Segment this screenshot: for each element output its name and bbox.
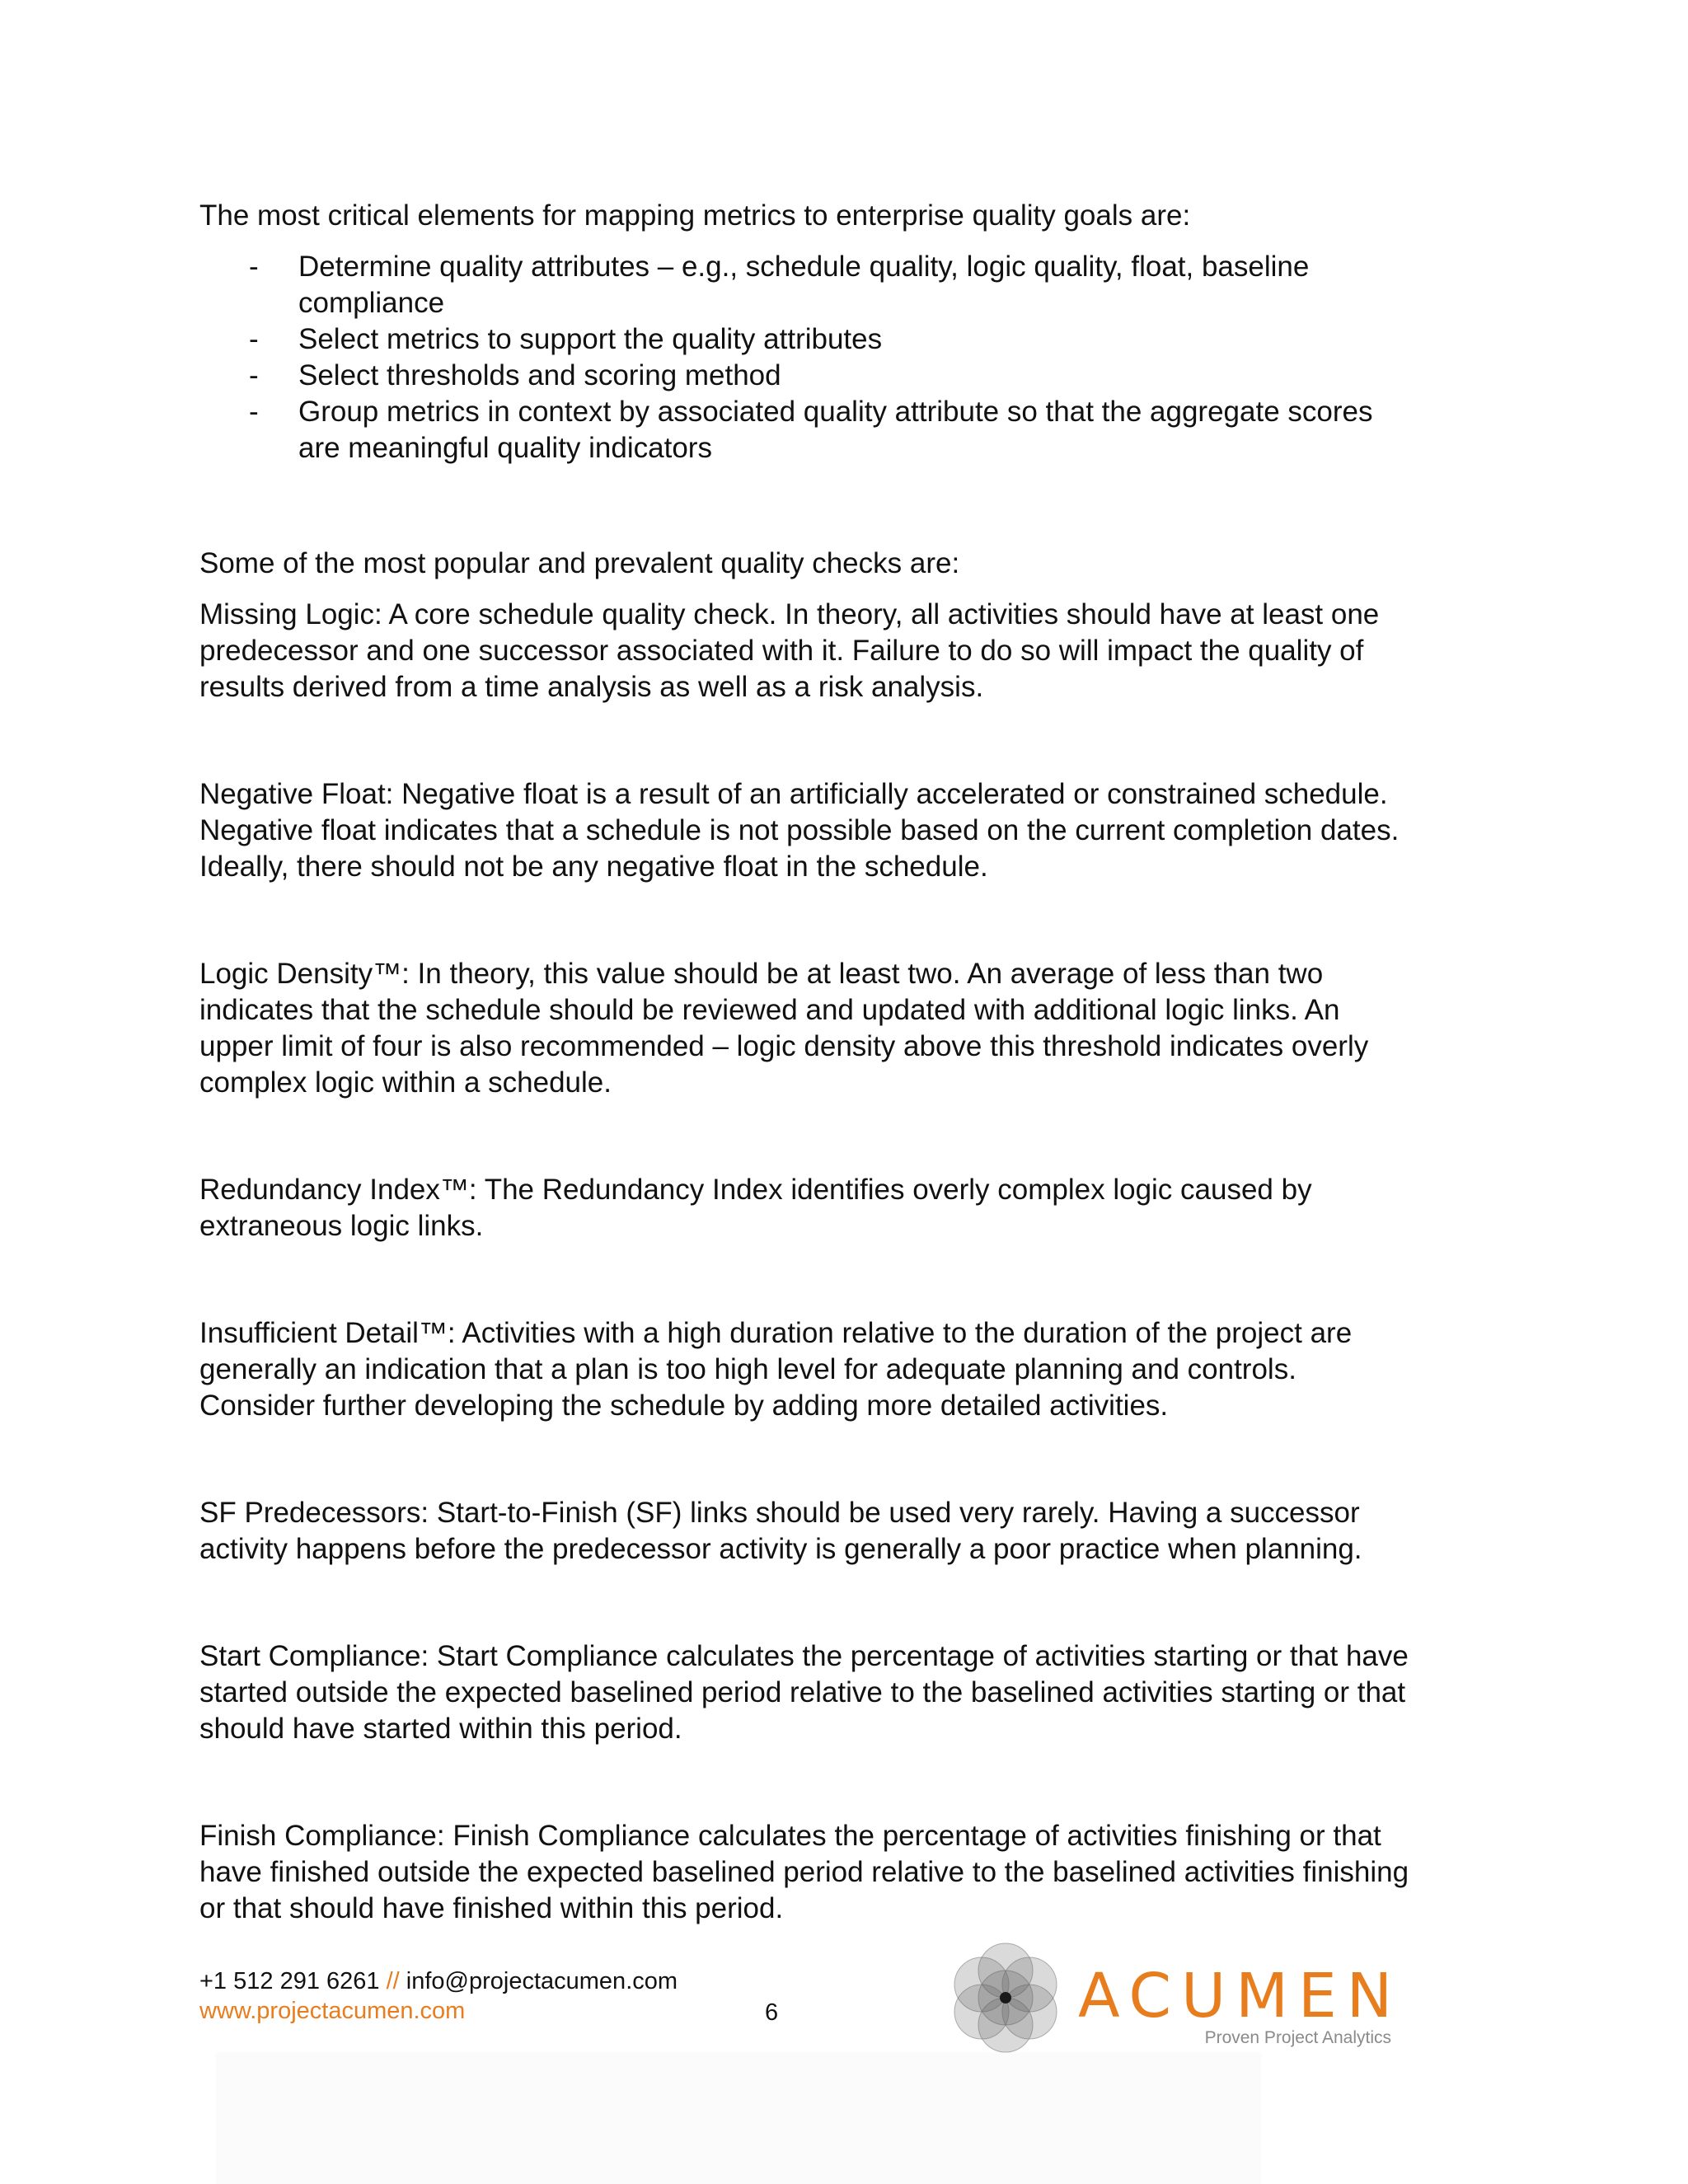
page-footer [199, 1966, 678, 2026]
list-item [199, 394, 1502, 466]
paragraph-line: generally an indication that a plan is too high level for adequate planning and controls. [199, 1353, 1296, 1385]
acumen-logo [946, 1938, 1416, 2062]
paragraph-line: Logic Density™: In theory, this value should be at least two. An average of less than two [199, 958, 1324, 990]
paragraph-line: SF Predecessors: Start-to-Finish (SF) links should be used very rarely. Having a successor [199, 1497, 1360, 1529]
list-item [199, 321, 1502, 358]
footer-contact-line [199, 1966, 678, 1996]
paragraph-line: Ideally, there should not be any negative float in the schedule. [199, 851, 988, 883]
list-item-line: Group metrics in context by associated quality attribute so that the aggregate scores [298, 396, 1373, 428]
paragraph-line: Finish Compliance: Finish Compliance calculates the percentage of activities finishing or that [199, 1820, 1381, 1852]
list-item-line: Determine quality attributes – e.g., schedule quality, logic quality, float, baseline [298, 251, 1310, 283]
footer-phone: +1 512 291 6261 [199, 1968, 380, 1994]
bullet-dash: - [249, 359, 259, 391]
redundancy-index-paragraph [199, 1172, 1502, 1244]
paragraph-line: should have started within this period. [199, 1713, 682, 1745]
paragraph-line: extraneous logic links. [199, 1210, 484, 1242]
paragraph-line: Consider further developing the schedule by adding more detailed activities. [199, 1390, 1169, 1422]
bullet-dash: - [249, 396, 259, 428]
paragraph-line: or that should have finished within this period. [199, 1892, 784, 1924]
list-item-line: Select metrics to support the quality attributes [298, 323, 883, 355]
page-number: 6 [765, 1999, 779, 2026]
list-item-line: Select thresholds and scoring method [298, 359, 781, 391]
flower-of-life-logo-icon [946, 1938, 1066, 2058]
paragraph-line: predecessor and one successor associated with it. Failure to do so will impact the quality of [199, 635, 1364, 667]
intro-paragraph: The most critical elements for mapping metrics to enterprise quality goals are: [199, 199, 1191, 232]
list-item [199, 249, 1502, 321]
scan-shade [216, 2052, 1261, 2184]
paragraph-line: complex logic within a schedule. [199, 1066, 612, 1099]
paragraph-line: Negative Float: Negative float is a result of an artificially accelerated or constrained schedule. [199, 778, 1388, 810]
checks-intro-paragraph: Some of the most popular and prevalent quality checks are: [199, 547, 960, 579]
missing-logic-paragraph [199, 597, 1502, 705]
paragraph-line: upper limit of four is also recommended – logic density above this threshold indicates overly [199, 1030, 1369, 1062]
paragraph-line: Redundancy Index™: The Redundancy Index identifies overly complex logic caused by [199, 1174, 1312, 1206]
bullet-dash: - [249, 323, 259, 355]
paragraph-line: Missing Logic: A core schedule quality check. In theory, all activities should have at least one [199, 598, 1380, 630]
logo-tagline: Proven Project Analytics [1204, 2028, 1391, 2047]
document-body [199, 198, 1502, 1927]
paragraph-line: indicates that the schedule should be reviewed and updated with additional logic links. An [199, 994, 1340, 1026]
paragraph-line: have finished outside the expected baselined period relative to the baselined activities finishing [199, 1856, 1409, 1888]
paragraph-line: activity happens before the predecessor activity is generally a poor practice when planning. [199, 1533, 1362, 1565]
footer-email[interactable]: info@projectacumen.com [406, 1968, 678, 1994]
paragraph-line: Negative float indicates that a schedule is not possible based on the current completion dates. [199, 814, 1400, 846]
logo-wordmark: ACUMEN [1078, 1961, 1403, 2032]
finish-compliance-paragraph [199, 1818, 1502, 1927]
start-compliance-paragraph [199, 1638, 1502, 1747]
footer-separator: // [386, 1968, 400, 1994]
quality-elements-list [199, 249, 1502, 466]
list-item [199, 358, 1502, 394]
insufficient-detail-paragraph [199, 1315, 1502, 1424]
paragraph-line: Start Compliance: Start Compliance calculates the percentage of activities starting or that have [199, 1640, 1409, 1672]
negative-float-paragraph [199, 776, 1502, 885]
paragraph-line: Insufficient Detail™: Activities with a high duration relative to the duration of the project are [199, 1317, 1353, 1349]
footer-website-link[interactable]: www.projectacumen.com [199, 1998, 466, 2024]
list-item-line: are meaningful quality indicators [298, 432, 712, 464]
bullet-dash: - [249, 251, 259, 283]
paragraph-line: started outside the expected baselined period relative to the baselined activities starting or that [199, 1676, 1406, 1708]
logic-density-paragraph [199, 956, 1502, 1101]
sf-predecessors-paragraph [199, 1495, 1502, 1568]
paragraph-line: results derived from a time analysis as well as a risk analysis. [199, 671, 984, 703]
list-item-line: compliance [298, 287, 445, 319]
